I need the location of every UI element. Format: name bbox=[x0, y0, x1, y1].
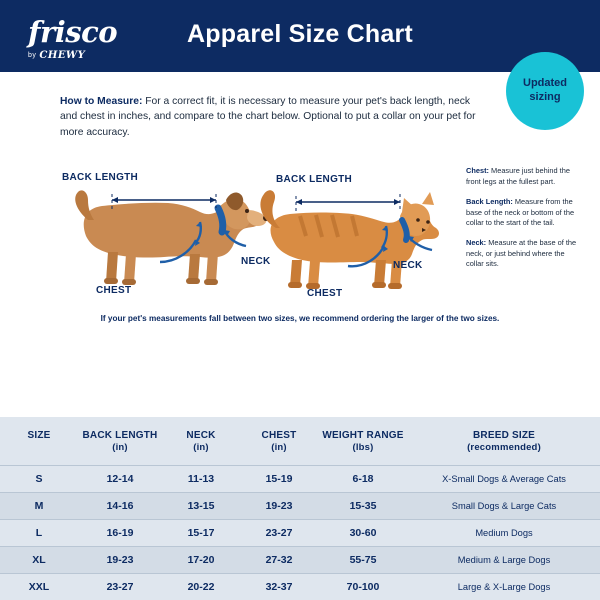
measurement-notes bbox=[466, 166, 584, 279]
how-to-measure-text bbox=[60, 94, 480, 140]
table-row bbox=[0, 574, 600, 600]
cell-weight: 70-100 bbox=[318, 574, 408, 600]
size-table-container bbox=[0, 417, 600, 600]
cell-back-length: 19-23 bbox=[78, 547, 162, 574]
logo-frisco-text: frisco bbox=[28, 15, 118, 49]
cell-size: XL bbox=[0, 547, 78, 574]
page-title: Apparel Size Chart bbox=[187, 20, 413, 48]
logo-by-text: by bbox=[28, 52, 37, 59]
col-header-weight-range bbox=[318, 417, 408, 466]
table-row bbox=[0, 520, 600, 547]
cell-chest: 27-32 bbox=[240, 547, 318, 574]
logo-chewy-text: CHEWY bbox=[39, 50, 86, 61]
col-header-weight-range-label: WEIGHT RANGE bbox=[322, 429, 404, 441]
cell-size: M bbox=[0, 493, 78, 520]
dog-illustration bbox=[75, 191, 269, 286]
note-neck-title: Neck: bbox=[466, 237, 487, 247]
cell-weight: 55-75 bbox=[318, 547, 408, 574]
logo-subtitle bbox=[28, 50, 117, 61]
note-chest bbox=[466, 166, 584, 187]
table-row bbox=[0, 547, 600, 574]
illustration-area bbox=[0, 146, 600, 336]
cell-neck: 11-13 bbox=[162, 466, 240, 493]
col-header-neck bbox=[162, 417, 240, 466]
cell-size: L bbox=[0, 520, 78, 547]
cell-chest: 19-23 bbox=[240, 493, 318, 520]
col-header-size-label: SIZE bbox=[27, 429, 51, 441]
page-header bbox=[0, 0, 600, 72]
col-header-weight-range-unit: (lbs) bbox=[352, 442, 374, 454]
note-neck bbox=[466, 238, 584, 270]
cell-weight: 15-35 bbox=[318, 493, 408, 520]
cat-illustration bbox=[260, 191, 439, 290]
cell-weight: 30-60 bbox=[318, 520, 408, 547]
cell-neck: 17-20 bbox=[162, 547, 240, 574]
col-header-back-length bbox=[78, 417, 162, 466]
col-header-breed-size-unit: (recommended) bbox=[467, 442, 541, 454]
cell-breed: Large & X-Large Dogs bbox=[408, 574, 600, 600]
table-header-row bbox=[0, 417, 600, 466]
col-header-chest-label: CHEST bbox=[261, 429, 297, 441]
cell-breed: Medium Dogs bbox=[408, 520, 600, 547]
dog-back-length-label: BACK LENGTH bbox=[62, 172, 139, 184]
cat-back-length-label: BACK LENGTH bbox=[276, 174, 353, 186]
table-header bbox=[0, 417, 600, 466]
size-table bbox=[0, 417, 600, 600]
cell-back-length: 23-27 bbox=[78, 574, 162, 600]
cell-breed: Small Dogs & Large Cats bbox=[408, 493, 600, 520]
col-header-back-length-label: BACK LENGTH bbox=[82, 429, 158, 441]
note-back-length-text: Measure from the base of the neck or bottom of the collar to the start of the tail. bbox=[466, 196, 575, 228]
table-row bbox=[0, 466, 600, 493]
dog-neck-label: NECK bbox=[241, 256, 271, 268]
badge-line-2: sizing bbox=[529, 91, 561, 103]
note-back-length bbox=[466, 197, 584, 229]
col-header-neck-unit: (in) bbox=[193, 442, 209, 454]
col-header-chest-unit: (in) bbox=[271, 442, 287, 454]
cat-chest-label: CHEST bbox=[307, 288, 343, 300]
cat-neck-label: NECK bbox=[393, 260, 423, 272]
dog-chest-label: CHEST bbox=[96, 285, 132, 297]
col-header-chest bbox=[240, 417, 318, 466]
col-header-back-length-unit: (in) bbox=[112, 442, 128, 454]
cell-size: XXL bbox=[0, 574, 78, 600]
cell-neck: 20-22 bbox=[162, 574, 240, 600]
cell-back-length: 16-19 bbox=[78, 520, 162, 547]
col-header-breed-size-label: BREED SIZE bbox=[472, 429, 535, 441]
table-body bbox=[0, 466, 600, 600]
how-to-measure-label: How to Measure: bbox=[60, 96, 143, 107]
cell-back-length: 14-16 bbox=[78, 493, 162, 520]
cell-chest: 15-19 bbox=[240, 466, 318, 493]
col-header-size bbox=[0, 417, 78, 466]
cell-breed: Medium & Large Dogs bbox=[408, 547, 600, 574]
cell-chest: 32-37 bbox=[240, 574, 318, 600]
badge-line-1: Updated bbox=[523, 77, 567, 90]
how-to-measure-body: For a correct fit, it is necessary to measure your pet's back length, neck and chest in inches, and compare to the chart below. Optional to put a collar on your pet for more accuracy. bbox=[60, 96, 476, 138]
between-sizes-footnote: If your pet's measurements fall between two sizes, we recommend ordering the larger of the two sizes. bbox=[100, 314, 500, 324]
note-neck-text: Measure at the base of the neck, or just behind where the collar sits. bbox=[466, 237, 577, 269]
col-header-breed-size bbox=[408, 417, 600, 466]
table-row bbox=[0, 493, 600, 520]
cell-back-length: 12-14 bbox=[78, 466, 162, 493]
cell-neck: 13-15 bbox=[162, 493, 240, 520]
updated-sizing-badge bbox=[506, 52, 584, 130]
note-chest-title: Chest: bbox=[466, 166, 489, 176]
cell-weight: 6-18 bbox=[318, 466, 408, 493]
note-chest-text: Measure just behind the front legs at the fullest part. bbox=[466, 166, 570, 187]
cell-size: S bbox=[0, 466, 78, 493]
col-header-neck-label: NECK bbox=[186, 429, 216, 441]
note-back-length-title: Back Length: bbox=[466, 196, 513, 206]
cell-neck: 15-17 bbox=[162, 520, 240, 547]
cell-chest: 23-27 bbox=[240, 520, 318, 547]
cell-breed: X-Small Dogs & Average Cats bbox=[408, 466, 600, 493]
